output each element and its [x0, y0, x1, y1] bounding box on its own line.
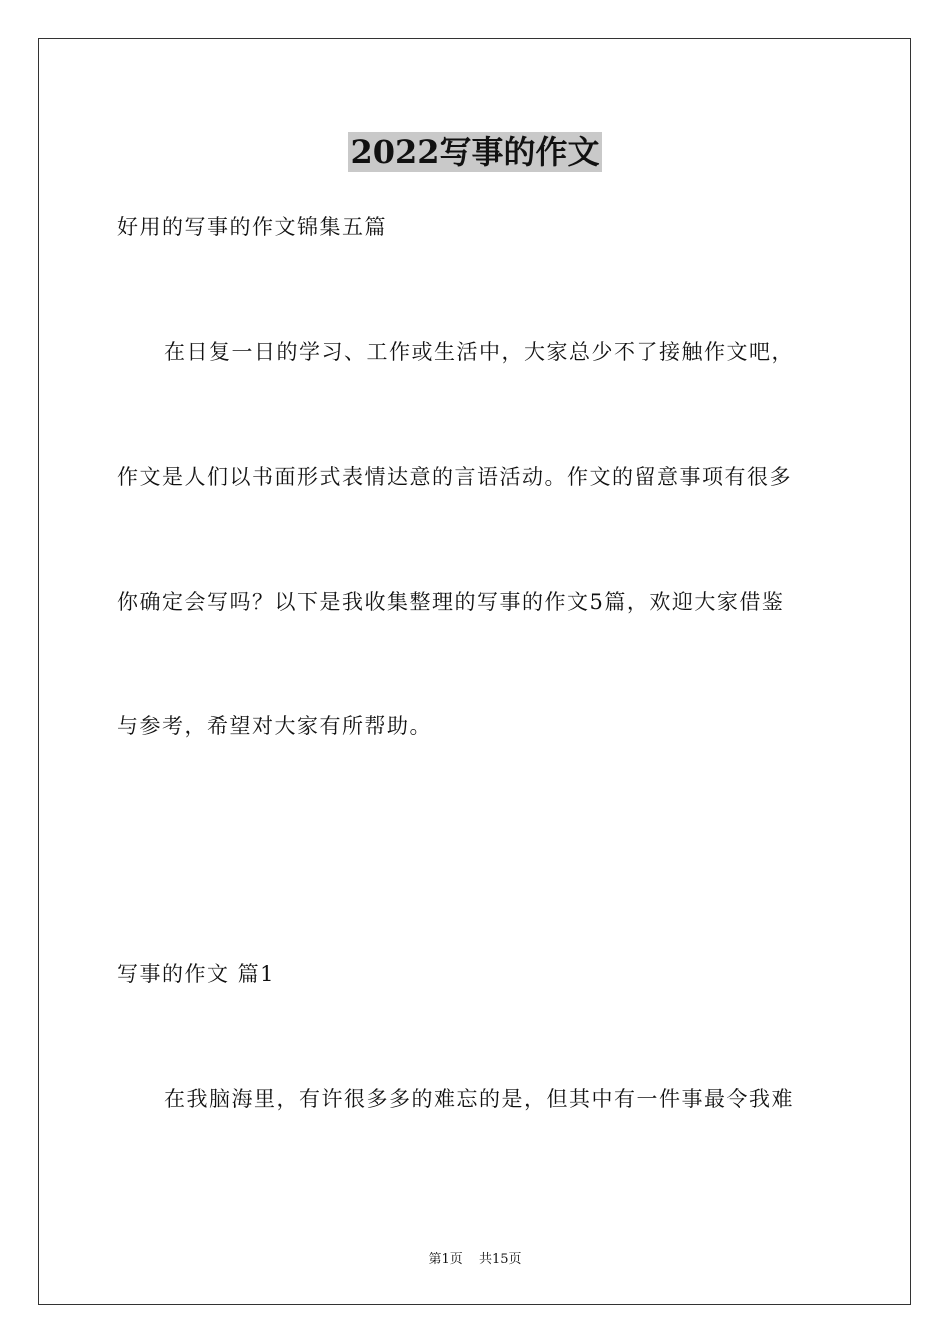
section-heading: 写事的作文 篇1 [117, 962, 276, 986]
intro-line-1: 在日复一日的学习、工作或生活中，大家总少不了接触作文吧， [164, 340, 794, 364]
document-title-row [0, 127, 950, 173]
section-paragraph-line-1: 在我脑海里，有许很多多的难忘的是，但其中有一件事最令我难 [164, 1087, 794, 1111]
page-number-total: 共15页 [478, 1252, 522, 1267]
page-footer [0, 1248, 950, 1267]
intro-line-4: 与参考，希望对大家有所帮助。 [117, 714, 432, 738]
intro-line-2: 作文是人们以书面形式表情达意的言语活动。作文的留意事项有很多 [117, 465, 792, 489]
page-number-current: 第1页 [428, 1252, 463, 1267]
intro-line-3: 你确定会写吗？以下是我收集整理的写事的作文5篇，欢迎大家借鉴 [117, 590, 785, 614]
document-subtitle: 好用的写事的作文锦集五篇 [117, 215, 387, 239]
document-title: 2022写事的作文 [350, 133, 600, 171]
